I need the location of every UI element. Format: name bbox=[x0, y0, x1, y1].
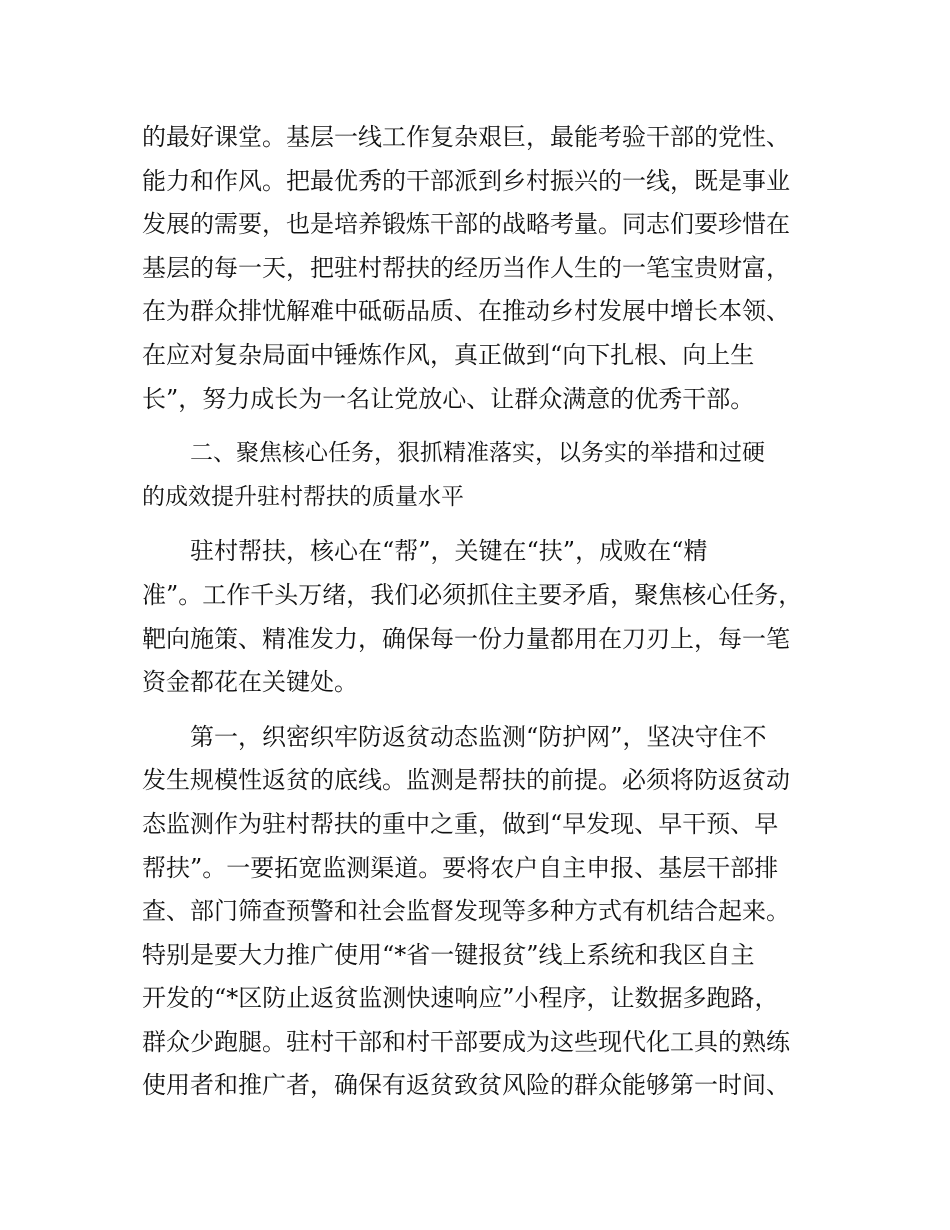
text-line: 资金都花在关键处。 bbox=[142, 668, 358, 697]
text-line: 发展的需要，也是培养锻炼干部的战略考量。同志们要珍惜在 bbox=[142, 210, 790, 239]
text-line: 在应对复杂局面中锤炼作风，真正做到“向下扎根、向上生 bbox=[142, 340, 755, 369]
text-line: 在为群众排忧解难中砥砺品质、在推动乡村发展中增长本领、 bbox=[142, 297, 790, 326]
text-line: 开发的“*区防止返贫监测快速响应”小程序，让数据多跑路， bbox=[142, 984, 779, 1013]
text-line: 二、聚焦核心任务，狠抓精准落实，以务实的举措和过硬 bbox=[190, 440, 765, 467]
text-line: 长”，努力成长为一名让党放心、让群众满意的优秀干部。 bbox=[142, 384, 755, 413]
text-line: 准”。工作千头万绪，我们必须抓住主要矛盾，聚焦核心任务， bbox=[142, 580, 803, 609]
text-line: 驻村帮扶，核心在“帮”，关键在“扶”，成败在“精 bbox=[190, 537, 708, 566]
paragraph-monitoring bbox=[142, 716, 814, 1108]
text-line: 使用者和推广者，确保有返贫致贫风险的群众能够第一时间、 bbox=[142, 1071, 790, 1100]
text-line: 靶向施策、精准发力，确保每一份力量都用在刀刃上，每一笔 bbox=[142, 624, 790, 653]
text-line: 态监测作为驻村帮扶的重中之重，做到“早发现、早干预、早 bbox=[142, 809, 779, 838]
text-line: 发生规模性返贫的底线。监测是帮扶的前提。必须将防返贫动 bbox=[142, 766, 790, 795]
text-line: 帮扶”。一要拓宽监测渠道。要将农户自主申报、基层干部排 bbox=[142, 853, 779, 882]
text-line: 特别是要大力推广使用“*省一键报贫”线上系统和我区自主 bbox=[142, 940, 755, 969]
text-line: 能力和作风。把最优秀的干部派到乡村振兴的一线，既是事业 bbox=[142, 166, 790, 195]
text-line: 的成效提升驻村帮扶的质量水平 bbox=[142, 483, 464, 510]
text-line: 第一，织密织牢防返贫动态监测“防护网”，坚决守住不 bbox=[190, 722, 767, 751]
paragraph-cadre-growth bbox=[142, 116, 814, 421]
document-body bbox=[142, 116, 814, 1108]
text-line: 基层的每一天，把驻村帮扶的经历当作人生的一笔宝贵财富， bbox=[142, 253, 790, 282]
text-line: 查、部门筛查预警和社会监督发现等多种方式有机结合起来。 bbox=[142, 897, 790, 926]
paragraph-core-task bbox=[142, 530, 814, 704]
text-line: 群众少跑腿。驻村干部和村干部要成为这些现代化工具的熟练 bbox=[142, 1027, 790, 1056]
text-line: 的最好课堂。基层一线工作复杂艰巨，最能考验干部的党性、 bbox=[142, 123, 790, 151]
section-heading-two bbox=[142, 432, 814, 519]
